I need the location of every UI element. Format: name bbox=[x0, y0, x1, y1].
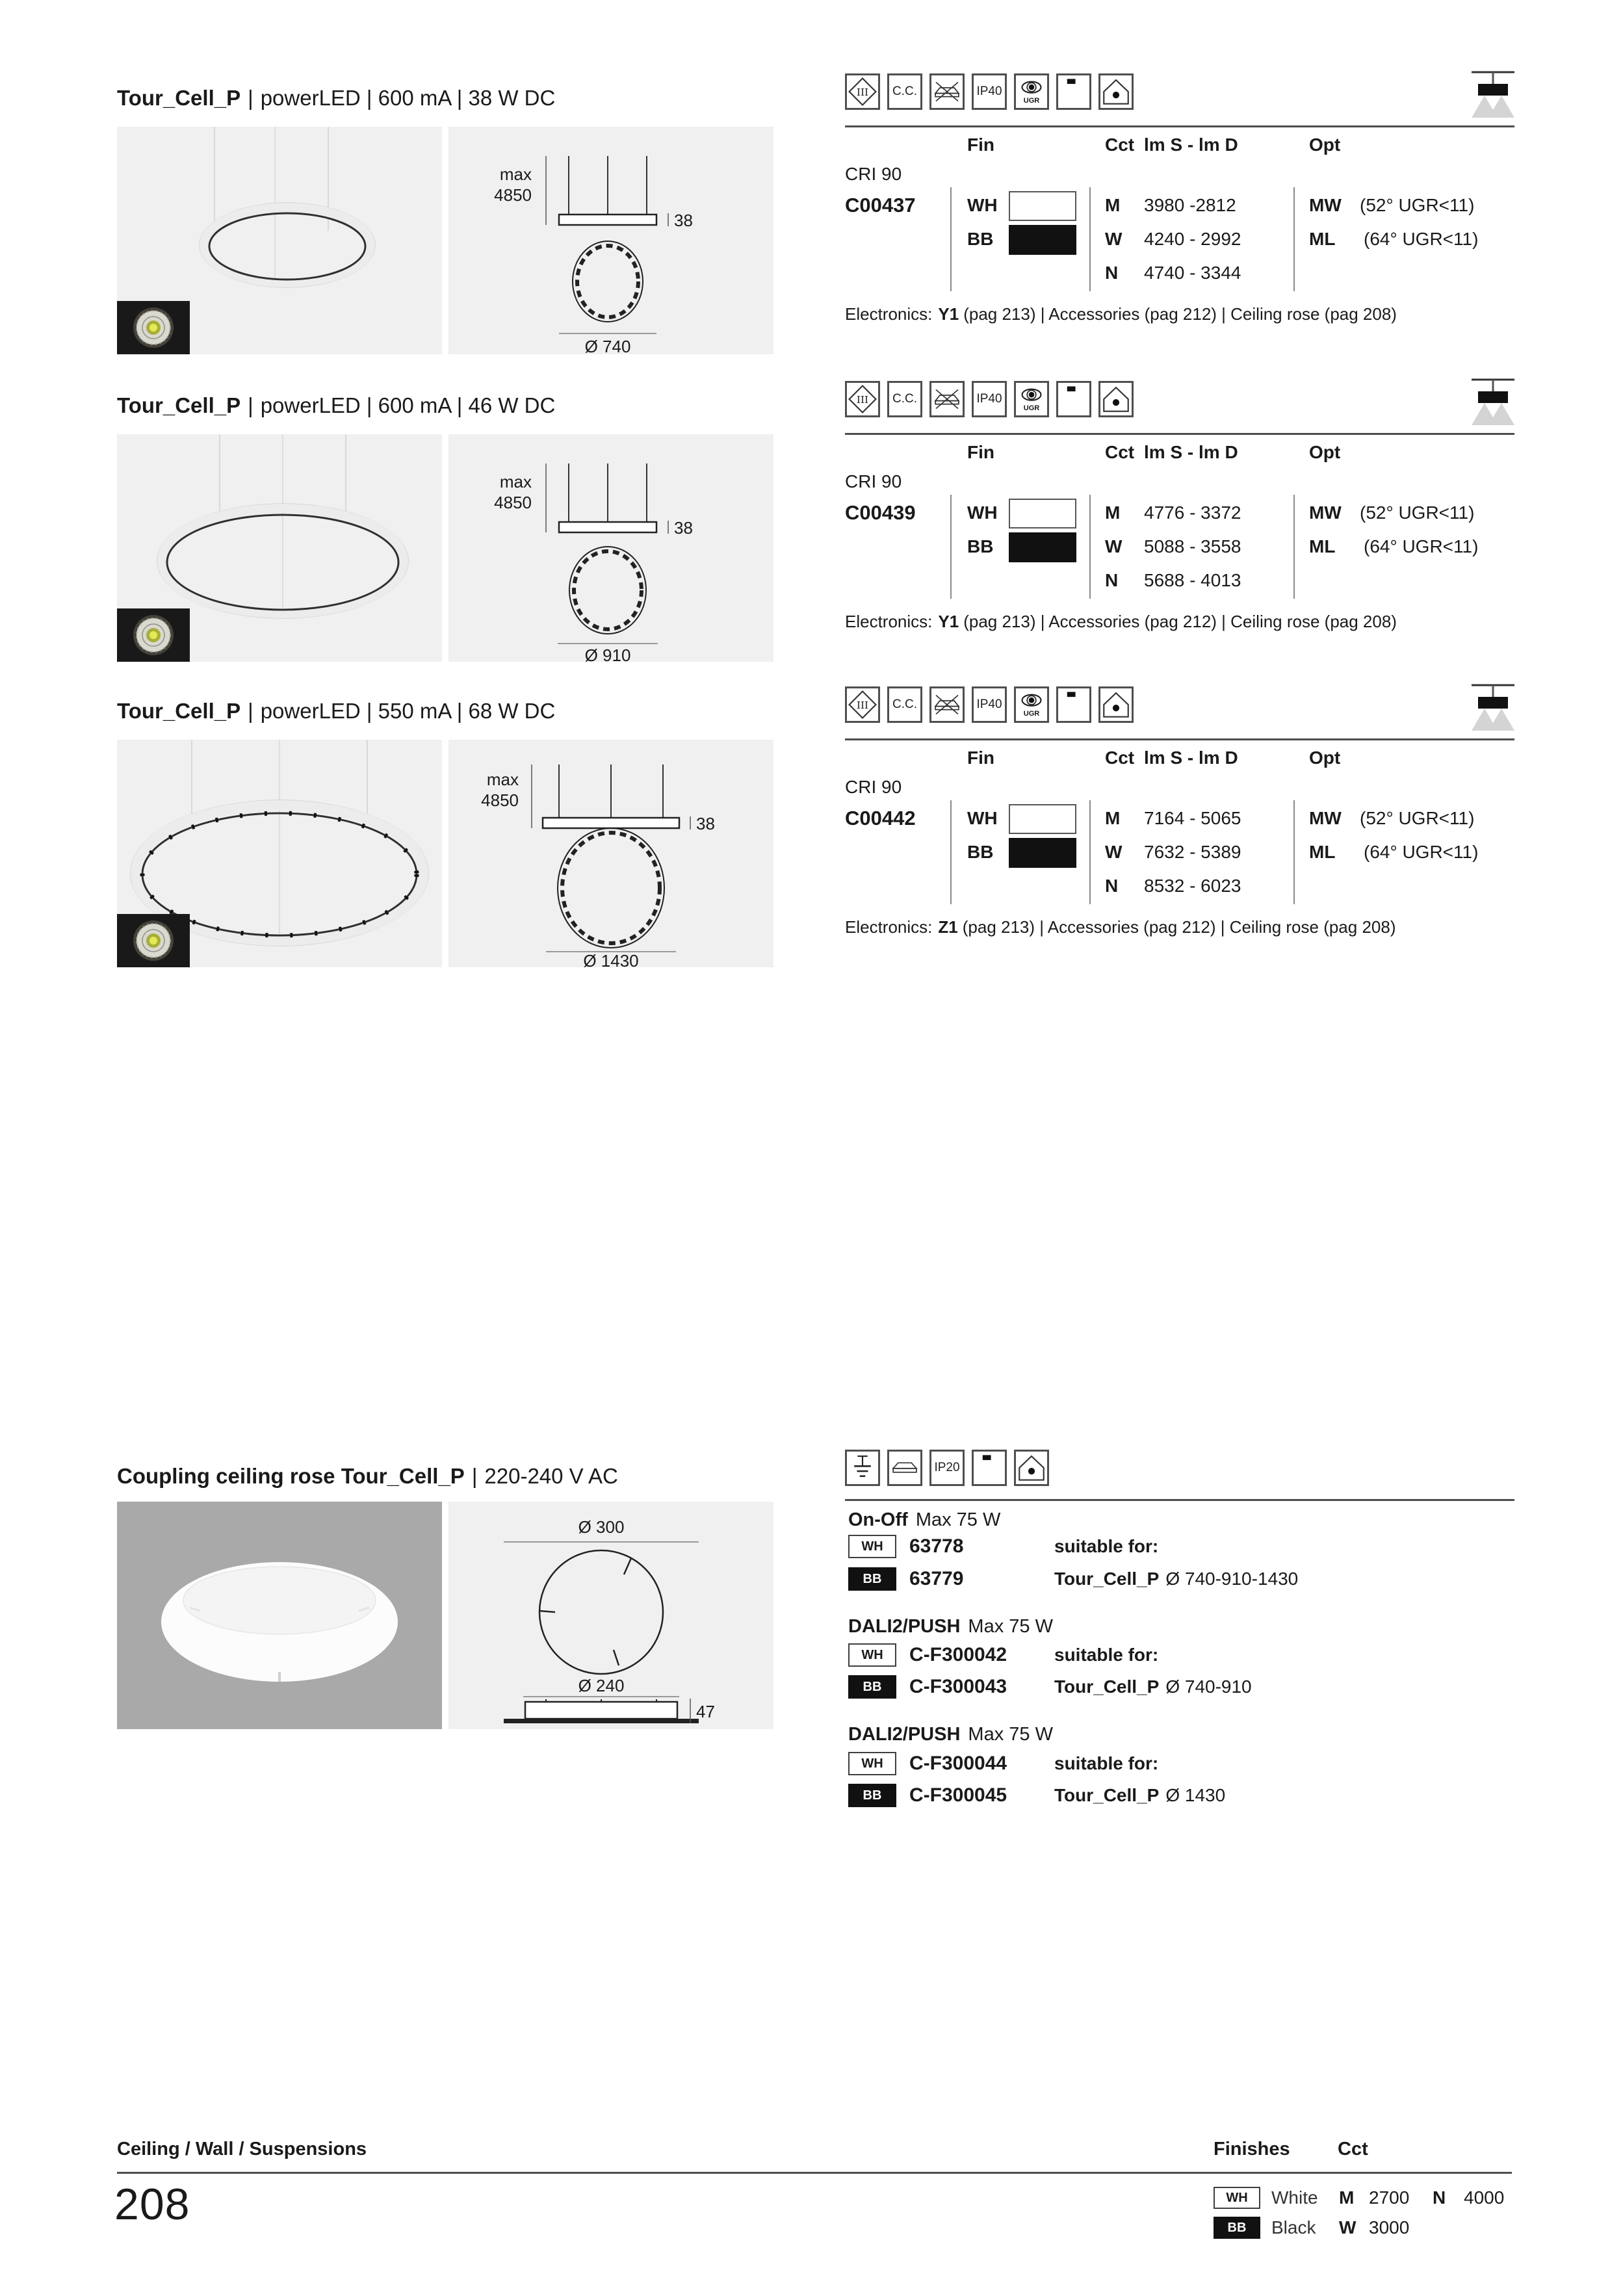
opt-ml-desc: (64° UGR<11) bbox=[1364, 536, 1479, 556]
rose-item-code: 63779 bbox=[909, 1568, 964, 1589]
rose-item bbox=[848, 1751, 1514, 1776]
electronics-line-3 bbox=[845, 917, 1396, 937]
finish-bb-label: BB bbox=[967, 842, 994, 862]
spec-icon-row-3 bbox=[845, 686, 1134, 723]
product-photo-3 bbox=[117, 740, 442, 967]
header-cct: Cct bbox=[1105, 748, 1135, 768]
ceiling-mount-icon bbox=[972, 1450, 1007, 1486]
table-divider bbox=[950, 187, 952, 291]
rose-item bbox=[848, 1675, 1514, 1699]
lm-value: 5088 - 3558 bbox=[1144, 536, 1241, 556]
product-code: C00439 bbox=[845, 501, 916, 524]
group-mode: DALI2/PUSH bbox=[848, 1724, 961, 1745]
cri-value: CRI 90 bbox=[845, 471, 902, 491]
cct-code: W bbox=[1339, 2217, 1357, 2237]
suitable-for-value: Tour_Cell_P Ø 740-910 bbox=[1054, 1676, 1252, 1697]
rose-item bbox=[848, 1567, 1514, 1591]
table-divider bbox=[1293, 800, 1295, 904]
group-max-power: Max 75 W bbox=[968, 1724, 1053, 1745]
indoor-housing-icon bbox=[1098, 686, 1134, 723]
finish-wh-label: WH bbox=[967, 808, 998, 828]
cct-m: M bbox=[1105, 808, 1121, 828]
cri-value: CRI 90 bbox=[845, 777, 902, 797]
electronics-line-1 bbox=[845, 304, 1397, 324]
opt-mw: MW bbox=[1309, 195, 1342, 215]
finish-wh-swatch bbox=[1009, 804, 1076, 834]
product-name: Tour_Cell_P bbox=[117, 393, 241, 417]
svg-text:UGR: UGR bbox=[1023, 404, 1040, 413]
thickness-value: 38 bbox=[696, 814, 715, 833]
finish-name: White bbox=[1271, 2187, 1318, 2208]
rose-height: 47 bbox=[696, 1702, 715, 1721]
finish-wh-label: WH bbox=[967, 195, 998, 215]
product-name: Tour_Cell_P bbox=[117, 86, 241, 110]
rose-rule bbox=[845, 1499, 1514, 1501]
table-divider bbox=[1293, 187, 1295, 291]
group-max-power: Max 75 W bbox=[915, 1509, 1001, 1530]
finish-wh-swatch bbox=[1009, 191, 1076, 221]
ugr-icon bbox=[1014, 686, 1049, 723]
finish-tag-bb: BB bbox=[1214, 2217, 1260, 2239]
indoor-housing-icon bbox=[1098, 381, 1134, 417]
finish-tag-bb: BB bbox=[848, 1784, 896, 1807]
product-subtitle: powerLED | 600 mA | 38 W DC bbox=[260, 86, 556, 110]
max-label: max bbox=[499, 472, 532, 491]
svg-text:III: III bbox=[856, 393, 869, 406]
table-rule-3 bbox=[845, 738, 1514, 740]
diameter-value: Ø 740 bbox=[584, 337, 631, 354]
ip40-icon: IP40 bbox=[972, 686, 1007, 723]
rose-item-code: C-F300042 bbox=[909, 1644, 1007, 1665]
electronics-rest: (pag 213) | Accessories (pag 212) | Ceiling rose (pag 208) bbox=[963, 612, 1397, 631]
ceiling-mount-icon bbox=[1056, 73, 1091, 110]
suitable-for-label: suitable for: bbox=[1054, 1753, 1159, 1773]
suspension-mount-icon-3 bbox=[1470, 681, 1516, 735]
lm-value: 5688 - 4013 bbox=[1144, 570, 1241, 590]
cct-n: N bbox=[1105, 570, 1119, 590]
product-code: C00437 bbox=[845, 194, 916, 216]
product-title-1 bbox=[117, 86, 555, 111]
finish-tag-wh: WH bbox=[848, 1643, 896, 1667]
max-value: 4850 bbox=[481, 790, 519, 810]
suitable-for-label: suitable for: bbox=[1054, 1536, 1159, 1556]
class-iii-icon bbox=[845, 73, 880, 110]
earth-ground-icon bbox=[845, 1450, 880, 1486]
led-detail-inset bbox=[117, 301, 190, 354]
max-value: 4850 bbox=[494, 185, 532, 205]
diameter-value: Ø 1430 bbox=[583, 951, 639, 967]
header-fin: Fin bbox=[967, 748, 994, 768]
ugr-icon bbox=[1014, 73, 1049, 110]
finish-tag-wh: WH bbox=[1214, 2187, 1260, 2209]
lm-value: 7164 - 5065 bbox=[1144, 808, 1241, 828]
finish-tag-bb: BB bbox=[848, 1675, 896, 1699]
cri-value: CRI 90 bbox=[845, 164, 902, 184]
opt-ml: ML bbox=[1309, 536, 1336, 556]
dimension-diagram-3 bbox=[448, 740, 773, 967]
title-separator: | bbox=[248, 699, 253, 723]
header-lm: lm S - lm D bbox=[1144, 442, 1238, 462]
cct-kelvin: 2700 bbox=[1369, 2187, 1410, 2208]
svg-text:UGR: UGR bbox=[1023, 710, 1040, 718]
dimension-diagram-1 bbox=[448, 127, 773, 354]
rose-diameter-mid: Ø 240 bbox=[578, 1676, 625, 1695]
rose-diagram bbox=[448, 1502, 773, 1729]
spec-icon-row-2 bbox=[845, 381, 1134, 417]
electronics-label: Electronics: bbox=[845, 612, 933, 631]
no-surface-mount-icon bbox=[929, 73, 965, 110]
opt-ml-desc: (64° UGR<11) bbox=[1364, 842, 1479, 862]
header-cct: Cct bbox=[1105, 442, 1135, 462]
finishes-header: Finishes bbox=[1214, 2139, 1290, 2159]
electronics-label: Electronics: bbox=[845, 304, 933, 324]
table-rule-2 bbox=[845, 433, 1514, 435]
legend-row-white bbox=[1214, 2185, 1513, 2210]
opt-mw-desc: (52° UGR<11) bbox=[1360, 195, 1475, 215]
svg-text:UGR: UGR bbox=[1023, 97, 1040, 105]
rose-item bbox=[848, 1534, 1514, 1559]
cct-n: N bbox=[1105, 876, 1119, 896]
constant-current-icon: C.C. bbox=[887, 686, 922, 723]
cct-w: W bbox=[1105, 536, 1123, 556]
led-detail-inset bbox=[117, 608, 190, 662]
group-mode: On-Off bbox=[848, 1509, 908, 1530]
suitable-for-value: Tour_Cell_P Ø 1430 bbox=[1054, 1785, 1226, 1805]
cct-header: Cct bbox=[1338, 2139, 1368, 2159]
electronics-code: Y1 bbox=[938, 304, 959, 324]
constant-current-icon: C.C. bbox=[887, 381, 922, 417]
opt-mw: MW bbox=[1309, 502, 1342, 523]
electronics-code: Y1 bbox=[938, 612, 959, 631]
rose-item bbox=[848, 1643, 1514, 1667]
finish-name: Black bbox=[1271, 2217, 1316, 2237]
table-rule-1 bbox=[845, 125, 1514, 127]
electronics-rest: (pag 213) | Accessories (pag 212) | Ceiling rose (pag 208) bbox=[963, 304, 1397, 324]
product-title-3 bbox=[117, 699, 555, 724]
max-value: 4850 bbox=[494, 493, 532, 512]
cct-code: N bbox=[1433, 2187, 1446, 2208]
finish-wh-swatch bbox=[1009, 499, 1076, 528]
lm-value: 8532 - 6023 bbox=[1144, 876, 1241, 896]
header-lm: lm S - lm D bbox=[1144, 135, 1238, 155]
table-divider bbox=[950, 495, 952, 599]
suspension-mount-icon-2 bbox=[1470, 376, 1516, 430]
opt-ml: ML bbox=[1309, 229, 1336, 249]
thickness-value: 38 bbox=[674, 211, 693, 230]
header-fin: Fin bbox=[967, 135, 994, 155]
rose-icon-row bbox=[845, 1450, 1049, 1486]
rose-item-code: C-F300045 bbox=[909, 1784, 1007, 1806]
rose-name: Coupling ceiling rose Tour_Cell_P bbox=[117, 1464, 465, 1488]
diameter-value: Ø 910 bbox=[584, 646, 631, 662]
table-divider bbox=[950, 800, 952, 904]
rose-group-heading-1 bbox=[848, 1509, 1000, 1531]
constant-current-icon: C.C. bbox=[887, 73, 922, 110]
cct-code: M bbox=[1339, 2187, 1355, 2208]
rose-item-code: 63778 bbox=[909, 1535, 964, 1557]
rose-group-heading-3 bbox=[848, 1724, 1053, 1745]
rose-photo bbox=[117, 1502, 442, 1729]
rose-item-code: C-F300044 bbox=[909, 1753, 1007, 1774]
header-fin: Fin bbox=[967, 442, 994, 462]
ip40-icon: IP40 bbox=[972, 73, 1007, 110]
product-code: C00442 bbox=[845, 807, 916, 829]
table-divider bbox=[1089, 800, 1091, 904]
rose-subtitle: 220-240 V AC bbox=[484, 1464, 618, 1488]
rose-diameter-top: Ø 300 bbox=[578, 1517, 625, 1537]
electronics-line-2 bbox=[845, 612, 1397, 632]
finish-bb-swatch bbox=[1009, 225, 1076, 255]
led-detail-inset bbox=[117, 914, 190, 967]
no-surface-mount-icon bbox=[929, 381, 965, 417]
cct-kelvin: 3000 bbox=[1369, 2217, 1410, 2237]
opt-ml: ML bbox=[1309, 842, 1336, 862]
table-divider bbox=[1293, 495, 1295, 599]
dimension-diagram-2 bbox=[448, 434, 773, 662]
header-opt: Opt bbox=[1309, 135, 1341, 155]
thickness-value: 38 bbox=[674, 518, 693, 538]
opt-mw-desc: (52° UGR<11) bbox=[1360, 502, 1475, 523]
ip20-icon: IP20 bbox=[929, 1450, 965, 1486]
lm-value: 4240 - 2992 bbox=[1144, 229, 1241, 249]
opt-mw: MW bbox=[1309, 808, 1342, 828]
indoor-housing-icon bbox=[1098, 73, 1134, 110]
title-separator: | bbox=[471, 1464, 478, 1488]
finish-bb-label: BB bbox=[967, 229, 994, 249]
group-mode: DALI2/PUSH bbox=[848, 1616, 961, 1637]
opt-ml-desc: (64° UGR<11) bbox=[1364, 229, 1479, 249]
ceiling-mount-icon bbox=[1056, 686, 1091, 723]
canopy-icon bbox=[887, 1450, 922, 1486]
rose-group-heading-2 bbox=[848, 1616, 1053, 1637]
suspension-mount-icon-1 bbox=[1470, 68, 1516, 122]
cct-w: W bbox=[1105, 229, 1123, 249]
header-opt: Opt bbox=[1309, 442, 1341, 462]
cct-kelvin: 4000 bbox=[1464, 2187, 1505, 2208]
lm-value: 4740 - 3344 bbox=[1144, 263, 1241, 283]
electronics-rest: (pag 213) | Accessories (pag 212) | Ceiling rose (pag 208) bbox=[962, 917, 1396, 937]
svg-text:III: III bbox=[856, 86, 869, 98]
header-lm: lm S - lm D bbox=[1144, 748, 1238, 768]
ceiling-mount-icon bbox=[1056, 381, 1091, 417]
suitable-for-label: suitable for: bbox=[1054, 1645, 1159, 1665]
product-title-2 bbox=[117, 393, 555, 418]
lm-value: 3980 -2812 bbox=[1144, 195, 1236, 215]
title-separator: | bbox=[248, 393, 253, 417]
title-separator: | bbox=[248, 86, 253, 110]
legend-row-black bbox=[1214, 2215, 1513, 2240]
no-surface-mount-icon bbox=[929, 686, 965, 723]
lm-value: 4776 - 3372 bbox=[1144, 502, 1241, 523]
max-label: max bbox=[486, 770, 519, 789]
cct-n: N bbox=[1105, 263, 1119, 283]
product-photo-2 bbox=[117, 434, 442, 662]
group-max-power: Max 75 W bbox=[968, 1616, 1053, 1637]
finish-wh-label: WH bbox=[967, 502, 998, 523]
rose-item bbox=[848, 1783, 1514, 1808]
header-cct: Cct bbox=[1105, 135, 1135, 155]
max-label: max bbox=[499, 164, 532, 184]
rose-item-code: C-F300043 bbox=[909, 1676, 1007, 1697]
finish-bb-swatch bbox=[1009, 532, 1076, 562]
ip40-icon: IP40 bbox=[972, 381, 1007, 417]
class-iii-icon bbox=[845, 381, 880, 417]
product-photo-1 bbox=[117, 127, 442, 354]
table-divider bbox=[1089, 187, 1091, 291]
electronics-label: Electronics: bbox=[845, 917, 933, 937]
finish-bb-label: BB bbox=[967, 536, 994, 556]
finish-bb-swatch bbox=[1009, 838, 1076, 868]
suitable-for-value: Tour_Cell_P Ø 740-910-1430 bbox=[1054, 1569, 1299, 1589]
footer-section-heading: Ceiling / Wall / Suspensions bbox=[117, 2139, 367, 2159]
product-subtitle: powerLED | 600 mA | 46 W DC bbox=[260, 393, 556, 417]
page-number: 208 bbox=[114, 2180, 190, 2229]
finish-tag-wh: WH bbox=[848, 1752, 896, 1775]
table-divider bbox=[1089, 495, 1091, 599]
lm-value: 7632 - 5389 bbox=[1144, 842, 1241, 862]
spec-icon-row-1 bbox=[845, 73, 1134, 110]
cct-m: M bbox=[1105, 195, 1121, 215]
class-iii-icon bbox=[845, 686, 880, 723]
footer-rule bbox=[117, 2172, 1512, 2174]
finish-tag-wh: WH bbox=[848, 1535, 896, 1558]
cct-w: W bbox=[1105, 842, 1123, 862]
svg-text:III: III bbox=[856, 699, 869, 711]
cct-m: M bbox=[1105, 502, 1121, 523]
rose-title bbox=[117, 1464, 618, 1489]
product-subtitle: powerLED | 550 mA | 68 W DC bbox=[260, 699, 556, 723]
ugr-icon bbox=[1014, 381, 1049, 417]
electronics-code: Z1 bbox=[938, 917, 958, 937]
indoor-housing-icon bbox=[1014, 1450, 1049, 1486]
opt-mw-desc: (52° UGR<11) bbox=[1360, 808, 1475, 828]
finish-tag-bb: BB bbox=[848, 1567, 896, 1591]
header-opt: Opt bbox=[1309, 748, 1341, 768]
product-name: Tour_Cell_P bbox=[117, 699, 241, 723]
